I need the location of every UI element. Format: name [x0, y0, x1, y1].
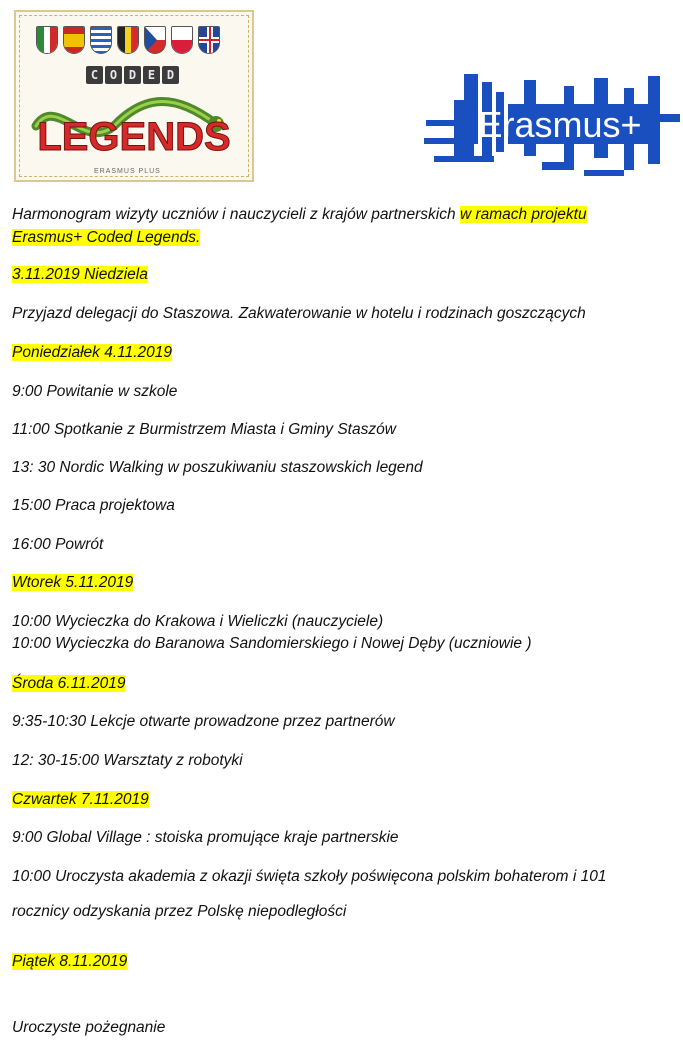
erasmus-plus-logo — [424, 74, 682, 182]
legends-dragon-art — [16, 84, 252, 166]
coded-legends-logo — [14, 10, 254, 182]
intro-line-1: Harmonogram wizyty uczniów i nauczycieli z krajów partnerskich w ramach projektu — [12, 206, 587, 223]
day-heading-tuesday: Wtorek 5.11.2019 — [12, 574, 134, 591]
czech-flag-icon — [144, 26, 166, 54]
greece-flag-icon — [90, 26, 112, 54]
partner-flags — [36, 26, 236, 60]
intro-line-2 — [12, 228, 200, 248]
erasmus-wordmark: Erasmus+ — [478, 104, 642, 145]
poland-flag-icon — [171, 26, 193, 54]
schedule-item: 9:00 Global Village : stoiska promujące kraje partnerskie — [12, 829, 399, 846]
belgium-flag-icon — [117, 26, 139, 54]
schedule-item: Uroczyste pożegnanie — [12, 1019, 166, 1036]
legends-title: LEGENDS — [37, 115, 231, 159]
schedule-item: 16:00 Powrót — [12, 536, 104, 553]
intro-highlight-2: Erasmus+ Coded Legends. — [12, 229, 201, 246]
schedule-item: 10:00 Wycieczka do Baranowa Sandomierskiego i Nowej Dęby (uczniowie ) — [12, 635, 532, 652]
schedule-item: 9:00 Powitanie w szkole — [12, 383, 178, 400]
schedule-item: 11:00 Spotkanie z Burmistrzem Miasta i Gminy Staszów — [12, 421, 396, 438]
schedule-item: 10:00 Uroczysta akademia z okazji święta szkoły poświęcona polskim bohaterom i 101 — [12, 868, 607, 885]
day-heading-thursday: Czwartek 7.11.2019 — [12, 791, 149, 808]
italy-flag-icon — [36, 26, 58, 54]
schedule-item: rocznicy odzyskania przez Polskę niepodległości — [12, 903, 347, 920]
schedule-item: 10:00 Wycieczka do Krakowa i Wieliczki (nauczyciele) — [12, 613, 384, 630]
spain-flag-icon — [63, 26, 85, 54]
schedule-item: 13: 30 Nordic Walking w poszukiwaniu staszowskich legend — [12, 459, 423, 476]
intro-highlight: w ramach projektu — [459, 206, 587, 223]
day-heading-wednesday: Środa 6.11.2019 — [12, 675, 126, 692]
coded-legends-footer: ERASMUS PLUS — [94, 168, 161, 175]
schedule-item: 12: 30-15:00 Warsztaty z robotyki — [12, 752, 243, 769]
coded-tiles: C O D E D — [86, 66, 179, 84]
day-heading-monday: Poniedziałek 4.11.2019 — [12, 344, 173, 361]
day-heading-sunday: 3.11.2019 Niedziela — [12, 266, 148, 283]
schedule-item: 9:35-10:30 Lekcje otwarte prowadzone przez partnerów — [12, 713, 395, 730]
uk-flag-icon — [198, 26, 220, 54]
schedule-item: Przyjazd delegacji do Staszowa. Zakwaterowanie w hotelu i rodzinach goszczących — [12, 305, 586, 322]
schedule-item: 15:00 Praca projektowa — [12, 497, 175, 514]
day-heading-friday: Piątek 8.11.2019 — [12, 953, 128, 970]
